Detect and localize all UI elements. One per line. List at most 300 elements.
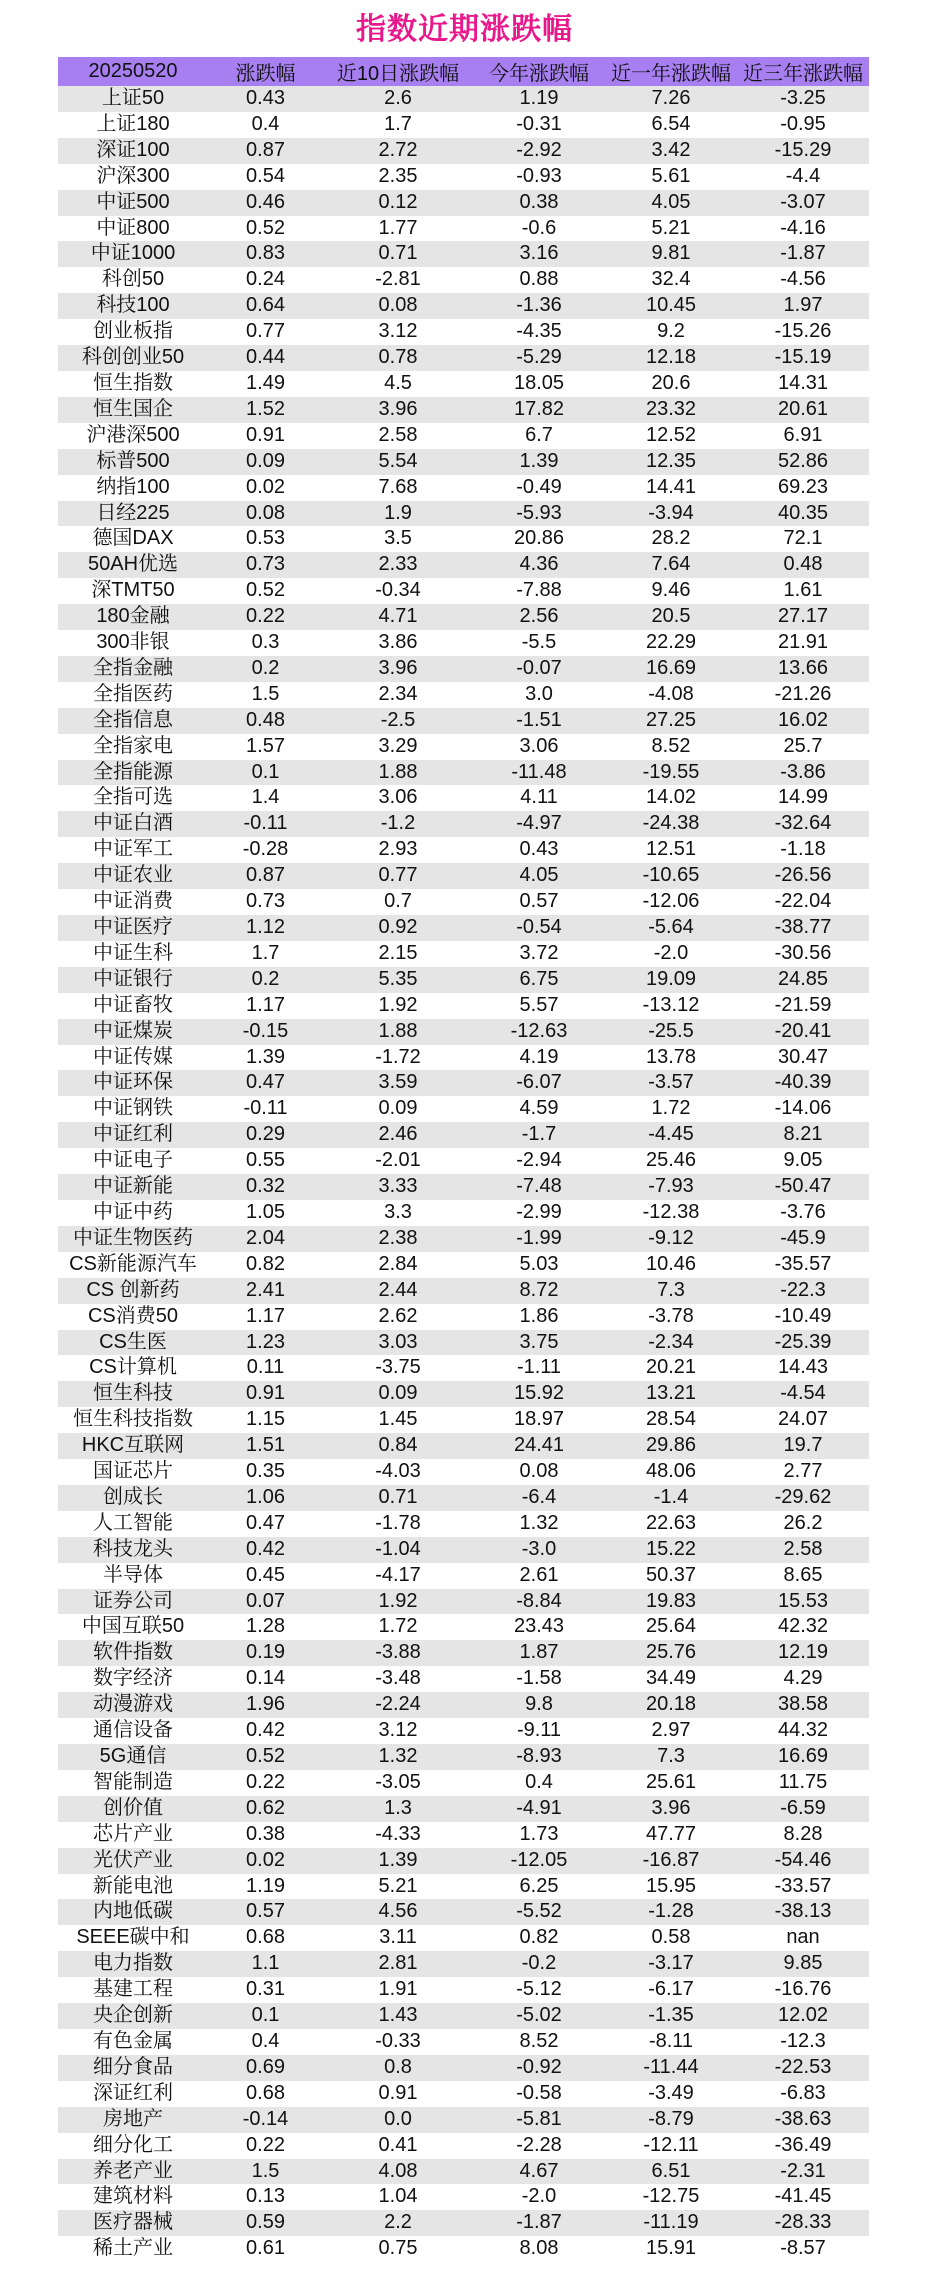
cell-index-name: 5G通信 [58, 1744, 208, 1770]
cell-change-3year: -3.07 [737, 190, 869, 216]
cell-change-10day: -1.72 [323, 1045, 473, 1071]
table-row [58, 526, 869, 552]
cell-change-1year: -1.28 [605, 1899, 737, 1925]
cell-change-3year: -1.18 [737, 837, 869, 863]
cell-change-10day: 5.54 [323, 449, 473, 475]
cell-daily-change: 1.5 [208, 2159, 323, 2185]
cell-index-name: 科创创业50 [58, 345, 208, 371]
cell-change-10day: 1.92 [323, 1589, 473, 1615]
cell-index-name: 深证红利 [58, 2081, 208, 2107]
cell-daily-change: 0.02 [208, 475, 323, 501]
cell-change-1year: -8.79 [605, 2107, 737, 2133]
cell-change-3year: 2.58 [737, 1537, 869, 1563]
cell-daily-change: 1.06 [208, 1485, 323, 1511]
cell-index-name: 电力指数 [58, 1951, 208, 1977]
cell-daily-change: 0.91 [208, 423, 323, 449]
cell-index-name: 中国互联50 [58, 1614, 208, 1640]
cell-change-3year: -26.56 [737, 863, 869, 889]
cell-change-10day: 0.77 [323, 863, 473, 889]
cell-index-name: 稀土产业 [58, 2236, 208, 2262]
cell-change-3year: -4.4 [737, 164, 869, 190]
cell-change-1year: 20.18 [605, 1692, 737, 1718]
cell-change-3year: -12.3 [737, 2029, 869, 2055]
table-row [58, 656, 869, 682]
cell-change-ytd: 18.05 [473, 371, 605, 397]
table-row [58, 2081, 869, 2107]
cell-change-3year: -33.57 [737, 1874, 869, 1900]
cell-change-1year: 23.32 [605, 397, 737, 423]
cell-index-name: 有色金属 [58, 2029, 208, 2055]
cell-change-ytd: -8.93 [473, 1744, 605, 1770]
cell-change-1year: 48.06 [605, 1459, 737, 1485]
cell-index-name: 中证白酒 [58, 811, 208, 837]
cell-change-10day: 5.35 [323, 967, 473, 993]
table-row [58, 1174, 869, 1200]
table-row [58, 1381, 869, 1407]
table-row [58, 1070, 869, 1096]
cell-change-ytd: 2.56 [473, 604, 605, 630]
cell-change-ytd: 8.72 [473, 1278, 605, 1304]
cell-change-ytd: -12.05 [473, 1848, 605, 1874]
header-1year-change: 近一年涨跌幅 [605, 57, 737, 86]
cell-change-10day: 2.38 [323, 1226, 473, 1252]
table-row [58, 734, 869, 760]
cell-change-10day: 0.12 [323, 190, 473, 216]
cell-change-3year: 19.7 [737, 1433, 869, 1459]
cell-change-10day: -2.24 [323, 1692, 473, 1718]
cell-change-ytd: -4.35 [473, 319, 605, 345]
cell-change-ytd: 3.06 [473, 734, 605, 760]
cell-change-ytd: -5.02 [473, 2003, 605, 2029]
cell-change-10day: 0.84 [323, 1433, 473, 1459]
cell-index-name: 中证1000 [58, 241, 208, 267]
table-row [58, 1640, 869, 1666]
cell-change-1year: -3.49 [605, 2081, 737, 2107]
cell-index-name: 全指可选 [58, 785, 208, 811]
table-row [58, 1330, 869, 1356]
cell-change-1year: 7.26 [605, 86, 737, 112]
cell-change-1year: 15.22 [605, 1537, 737, 1563]
cell-change-3year: -4.54 [737, 1381, 869, 1407]
cell-daily-change: 1.49 [208, 371, 323, 397]
cell-daily-change: 0.52 [208, 216, 323, 242]
cell-daily-change: 0.42 [208, 1718, 323, 1744]
cell-change-3year: 6.91 [737, 423, 869, 449]
cell-daily-change: 0.47 [208, 1511, 323, 1537]
table-row [58, 1589, 869, 1615]
cell-change-ytd: 9.8 [473, 1692, 605, 1718]
cell-daily-change: 0.13 [208, 2184, 323, 2210]
cell-index-name: 中证钢铁 [58, 1096, 208, 1122]
cell-change-3year: -25.39 [737, 1330, 869, 1356]
cell-change-3year: -4.56 [737, 267, 869, 293]
cell-change-3year: 69.23 [737, 475, 869, 501]
cell-index-name: 沪港深500 [58, 423, 208, 449]
cell-change-10day: 2.6 [323, 86, 473, 112]
cell-index-name: 中证电子 [58, 1148, 208, 1174]
cell-change-10day: 0.09 [323, 1381, 473, 1407]
cell-daily-change: 2.41 [208, 1278, 323, 1304]
cell-change-10day: 4.08 [323, 2159, 473, 2185]
cell-daily-change: 0.55 [208, 1148, 323, 1174]
cell-daily-change: 1.4 [208, 785, 323, 811]
cell-change-1year: -12.11 [605, 2133, 737, 2159]
table-row [58, 760, 869, 786]
cell-change-3year: 14.43 [737, 1355, 869, 1381]
cell-daily-change: 0.22 [208, 2133, 323, 2159]
table-row [58, 1045, 869, 1071]
cell-change-10day: -2.01 [323, 1148, 473, 1174]
cell-index-name: 科技龙头 [58, 1537, 208, 1563]
cell-change-3year: -30.56 [737, 941, 869, 967]
cell-change-ytd: 6.25 [473, 1874, 605, 1900]
cell-change-ytd: 1.73 [473, 1822, 605, 1848]
cell-change-1year: 10.46 [605, 1252, 737, 1278]
cell-index-name: 深证100 [58, 138, 208, 164]
cell-change-1year: 14.02 [605, 785, 737, 811]
cell-daily-change: 1.5 [208, 682, 323, 708]
cell-index-name: 科创50 [58, 267, 208, 293]
table-row [58, 708, 869, 734]
cell-daily-change: 2.04 [208, 1226, 323, 1252]
cell-change-1year: 25.61 [605, 1770, 737, 1796]
cell-change-3year: 11.75 [737, 1770, 869, 1796]
table-row [58, 1148, 869, 1174]
cell-change-3year: 16.02 [737, 708, 869, 734]
cell-daily-change: 1.96 [208, 1692, 323, 1718]
table-row [58, 2210, 869, 2236]
cell-change-1year: 50.37 [605, 1563, 737, 1589]
cell-change-10day: 1.77 [323, 216, 473, 242]
cell-change-ytd: 8.52 [473, 2029, 605, 2055]
cell-change-10day: -1.78 [323, 1511, 473, 1537]
cell-change-10day: 0.78 [323, 345, 473, 371]
cell-change-10day: 2.62 [323, 1304, 473, 1330]
cell-change-10day: 3.3 [323, 1200, 473, 1226]
cell-change-3year: -3.25 [737, 86, 869, 112]
cell-change-1year: 20.6 [605, 371, 737, 397]
cell-change-1year: -4.45 [605, 1122, 737, 1148]
cell-change-10day: -0.34 [323, 578, 473, 604]
cell-change-3year: 21.91 [737, 630, 869, 656]
cell-daily-change: 0.43 [208, 86, 323, 112]
cell-change-ytd: 4.67 [473, 2159, 605, 2185]
cell-change-1year: -8.11 [605, 2029, 737, 2055]
cell-index-name: 央企创新 [58, 2003, 208, 2029]
cell-change-10day: 5.21 [323, 1874, 473, 1900]
cell-change-ytd: -0.58 [473, 2081, 605, 2107]
cell-index-name: 房地产 [58, 2107, 208, 2133]
cell-change-3year: 9.05 [737, 1148, 869, 1174]
cell-daily-change: 0.68 [208, 2081, 323, 2107]
cell-change-10day: 2.46 [323, 1122, 473, 1148]
cell-daily-change: 0.68 [208, 1925, 323, 1951]
cell-change-3year: -22.04 [737, 889, 869, 915]
table-row [58, 915, 869, 941]
cell-change-1year: 6.51 [605, 2159, 737, 2185]
cell-index-name: 上证50 [58, 86, 208, 112]
cell-daily-change: 1.52 [208, 397, 323, 423]
cell-daily-change: 1.05 [208, 1200, 323, 1226]
cell-change-ytd: -8.84 [473, 1589, 605, 1615]
cell-change-ytd: -5.5 [473, 630, 605, 656]
cell-change-10day: 0.0 [323, 2107, 473, 2133]
cell-change-ytd: -1.36 [473, 293, 605, 319]
cell-change-10day: 3.5 [323, 526, 473, 552]
cell-change-3year: -3.76 [737, 1200, 869, 1226]
cell-change-1year: 28.54 [605, 1407, 737, 1433]
cell-daily-change: 1.19 [208, 1874, 323, 1900]
cell-change-ytd: 5.03 [473, 1252, 605, 1278]
cell-change-1year: -2.0 [605, 941, 737, 967]
cell-daily-change: 0.09 [208, 449, 323, 475]
cell-index-name: 软件指数 [58, 1640, 208, 1666]
table-row [58, 397, 869, 423]
cell-index-name: 中证生物医药 [58, 1226, 208, 1252]
cell-daily-change: 0.64 [208, 293, 323, 319]
cell-daily-change: 1.7 [208, 941, 323, 967]
cell-change-1year: -16.87 [605, 1848, 737, 1874]
cell-change-ytd: -1.58 [473, 1666, 605, 1692]
cell-change-10day: -4.17 [323, 1563, 473, 1589]
cell-change-10day: 1.72 [323, 1614, 473, 1640]
cell-change-ytd: -1.11 [473, 1355, 605, 1381]
cell-change-3year: 40.35 [737, 501, 869, 527]
cell-change-10day: 0.75 [323, 2236, 473, 2262]
header-daily-change: 涨跌幅 [208, 57, 323, 86]
cell-change-10day: 2.58 [323, 423, 473, 449]
cell-change-ytd: -5.81 [473, 2107, 605, 2133]
cell-daily-change: 0.82 [208, 1252, 323, 1278]
cell-index-name: 细分食品 [58, 2055, 208, 2081]
cell-daily-change: 0.32 [208, 1174, 323, 1200]
cell-index-name: 国证芯片 [58, 1459, 208, 1485]
cell-change-10day: 0.71 [323, 241, 473, 267]
cell-change-10day: 2.15 [323, 941, 473, 967]
cell-change-ytd: -3.0 [473, 1537, 605, 1563]
table-row [58, 241, 869, 267]
cell-change-1year: -1.35 [605, 2003, 737, 2029]
cell-daily-change: -0.15 [208, 1019, 323, 1045]
cell-change-10day: -3.48 [323, 1666, 473, 1692]
cell-change-1year: 22.29 [605, 630, 737, 656]
cell-change-3year: -41.45 [737, 2184, 869, 2210]
table-row [58, 785, 869, 811]
cell-change-ytd: 0.82 [473, 1925, 605, 1951]
cell-index-name: 中证红利 [58, 1122, 208, 1148]
cell-index-name: SEEE碳中和 [58, 1925, 208, 1951]
cell-change-3year: -50.47 [737, 1174, 869, 1200]
cell-change-10day: -3.05 [323, 1770, 473, 1796]
header-date: 20250520 [58, 57, 208, 86]
cell-change-3year: 27.17 [737, 604, 869, 630]
cell-index-name: CS消费50 [58, 1304, 208, 1330]
cell-change-ytd: -0.49 [473, 475, 605, 501]
cell-daily-change: 0.14 [208, 1666, 323, 1692]
cell-index-name: 中证500 [58, 190, 208, 216]
cell-change-1year: 7.64 [605, 552, 737, 578]
cell-change-ytd: 3.75 [473, 1330, 605, 1356]
cell-change-10day: 4.71 [323, 604, 473, 630]
cell-change-10day: 2.34 [323, 682, 473, 708]
cell-change-1year: 9.46 [605, 578, 737, 604]
cell-change-3year: 24.07 [737, 1407, 869, 1433]
table-row [58, 1433, 869, 1459]
table-row [58, 604, 869, 630]
cell-daily-change: 0.87 [208, 138, 323, 164]
cell-daily-change: 1.1 [208, 1951, 323, 1977]
cell-index-name: 深TMT50 [58, 578, 208, 604]
cell-change-10day: 3.59 [323, 1070, 473, 1096]
cell-index-name: 智能制造 [58, 1770, 208, 1796]
cell-change-1year: 1.72 [605, 1096, 737, 1122]
cell-change-1year: -11.19 [605, 2210, 737, 2236]
cell-change-ytd: 4.36 [473, 552, 605, 578]
cell-change-10day: 0.71 [323, 1485, 473, 1511]
cell-change-10day: 2.35 [323, 164, 473, 190]
cell-daily-change: 0.1 [208, 760, 323, 786]
cell-change-3year: -45.9 [737, 1226, 869, 1252]
cell-daily-change: 0.73 [208, 889, 323, 915]
cell-change-1year: -25.5 [605, 1019, 737, 1045]
cell-change-3year: 8.21 [737, 1122, 869, 1148]
cell-index-name: 养老产业 [58, 2159, 208, 2185]
table-header-row [58, 57, 869, 86]
table-row [58, 2159, 869, 2185]
cell-index-name: 创成长 [58, 1485, 208, 1511]
cell-change-3year: 26.2 [737, 1511, 869, 1537]
cell-change-3year: 30.47 [737, 1045, 869, 1071]
cell-daily-change: 1.28 [208, 1614, 323, 1640]
cell-index-name: 中证生科 [58, 941, 208, 967]
cell-change-ytd: -2.0 [473, 2184, 605, 2210]
cell-index-name: 人工智能 [58, 1511, 208, 1537]
cell-change-3year: 25.7 [737, 734, 869, 760]
cell-change-1year: 7.3 [605, 1744, 737, 1770]
cell-change-ytd: 1.19 [473, 86, 605, 112]
table-row [58, 371, 869, 397]
cell-change-ytd: 1.32 [473, 1511, 605, 1537]
cell-change-10day: 1.88 [323, 1019, 473, 1045]
cell-change-3year: 13.66 [737, 656, 869, 682]
cell-change-1year: -10.65 [605, 863, 737, 889]
cell-change-ytd: -7.48 [473, 1174, 605, 1200]
table-row [58, 2107, 869, 2133]
cell-daily-change: 0.52 [208, 1744, 323, 1770]
cell-daily-change: 0.19 [208, 1640, 323, 1666]
cell-change-1year: 5.61 [605, 164, 737, 190]
cell-change-ytd: -12.63 [473, 1019, 605, 1045]
cell-change-3year: -36.49 [737, 2133, 869, 2159]
table-row [58, 1537, 869, 1563]
cell-change-3year: 72.1 [737, 526, 869, 552]
table-row [58, 889, 869, 915]
cell-index-name: 数字经济 [58, 1666, 208, 1692]
cell-change-3year: -15.26 [737, 319, 869, 345]
cell-change-3year: 12.19 [737, 1640, 869, 1666]
cell-change-3year: -22.3 [737, 1278, 869, 1304]
cell-daily-change: 0.24 [208, 267, 323, 293]
cell-change-3year: -29.62 [737, 1485, 869, 1511]
cell-change-1year: 15.95 [605, 1874, 737, 1900]
cell-index-name: 科技100 [58, 293, 208, 319]
cell-index-name: 300非银 [58, 630, 208, 656]
cell-change-3year: -15.19 [737, 345, 869, 371]
table-row [58, 1355, 869, 1381]
cell-index-name: 日经225 [58, 501, 208, 527]
cell-change-3year: 4.29 [737, 1666, 869, 1692]
cell-change-10day: -1.04 [323, 1537, 473, 1563]
cell-change-1year: 27.25 [605, 708, 737, 734]
cell-daily-change: 0.44 [208, 345, 323, 371]
cell-daily-change: -0.11 [208, 1096, 323, 1122]
header-3year-change: 近三年涨跌幅 [737, 57, 869, 86]
table-row [58, 863, 869, 889]
cell-change-10day: 0.92 [323, 915, 473, 941]
cell-index-name: 中证传媒 [58, 1045, 208, 1071]
cell-daily-change: 0.45 [208, 1563, 323, 1589]
cell-change-10day: 3.03 [323, 1330, 473, 1356]
cell-change-10day: 0.7 [323, 889, 473, 915]
cell-change-3year: -35.57 [737, 1252, 869, 1278]
cell-index-name: 180金融 [58, 604, 208, 630]
cell-change-1year: -12.38 [605, 1200, 737, 1226]
cell-index-name: 创业板指 [58, 319, 208, 345]
cell-index-name: 中证煤炭 [58, 1019, 208, 1045]
cell-index-name: 中证银行 [58, 967, 208, 993]
cell-change-3year: -16.76 [737, 1977, 869, 2003]
cell-daily-change: 0.4 [208, 2029, 323, 2055]
cell-change-ytd: 0.38 [473, 190, 605, 216]
cell-change-ytd: -0.93 [473, 164, 605, 190]
cell-change-ytd: 3.16 [473, 241, 605, 267]
cell-change-1year: -9.12 [605, 1226, 737, 1252]
cell-change-3year: -40.39 [737, 1070, 869, 1096]
cell-daily-change: 1.17 [208, 993, 323, 1019]
cell-change-3year: -8.57 [737, 2236, 869, 2262]
cell-daily-change: 0.59 [208, 2210, 323, 2236]
cell-daily-change: 0.29 [208, 1122, 323, 1148]
cell-change-1year: -2.34 [605, 1330, 737, 1356]
cell-change-ytd: -5.12 [473, 1977, 605, 2003]
cell-index-name: 建筑材料 [58, 2184, 208, 2210]
cell-change-3year: 2.77 [737, 1459, 869, 1485]
cell-change-1year: 12.51 [605, 837, 737, 863]
cell-change-ytd: 4.59 [473, 1096, 605, 1122]
table-row [58, 2236, 869, 2262]
cell-change-ytd: 6.7 [473, 423, 605, 449]
cell-daily-change: 1.17 [208, 1304, 323, 1330]
cell-index-name: 中证环保 [58, 1070, 208, 1096]
cell-change-1year: 20.5 [605, 604, 737, 630]
cell-change-10day: 0.09 [323, 1096, 473, 1122]
cell-change-ytd: 17.82 [473, 397, 605, 423]
cell-daily-change: 0.4 [208, 112, 323, 138]
cell-daily-change: 0.52 [208, 578, 323, 604]
cell-change-3year: 42.32 [737, 1614, 869, 1640]
table-row [58, 319, 869, 345]
table-row [58, 1744, 869, 1770]
cell-change-10day: 1.7 [323, 112, 473, 138]
cell-change-1year: -12.06 [605, 889, 737, 915]
cell-change-3year: -38.13 [737, 1899, 869, 1925]
cell-change-1year: -11.44 [605, 2055, 737, 2081]
cell-change-1year: -5.64 [605, 915, 737, 941]
cell-change-10day: 2.84 [323, 1252, 473, 1278]
table-row [58, 2184, 869, 2210]
cell-change-1year: -3.78 [605, 1304, 737, 1330]
cell-change-1year: 7.3 [605, 1278, 737, 1304]
